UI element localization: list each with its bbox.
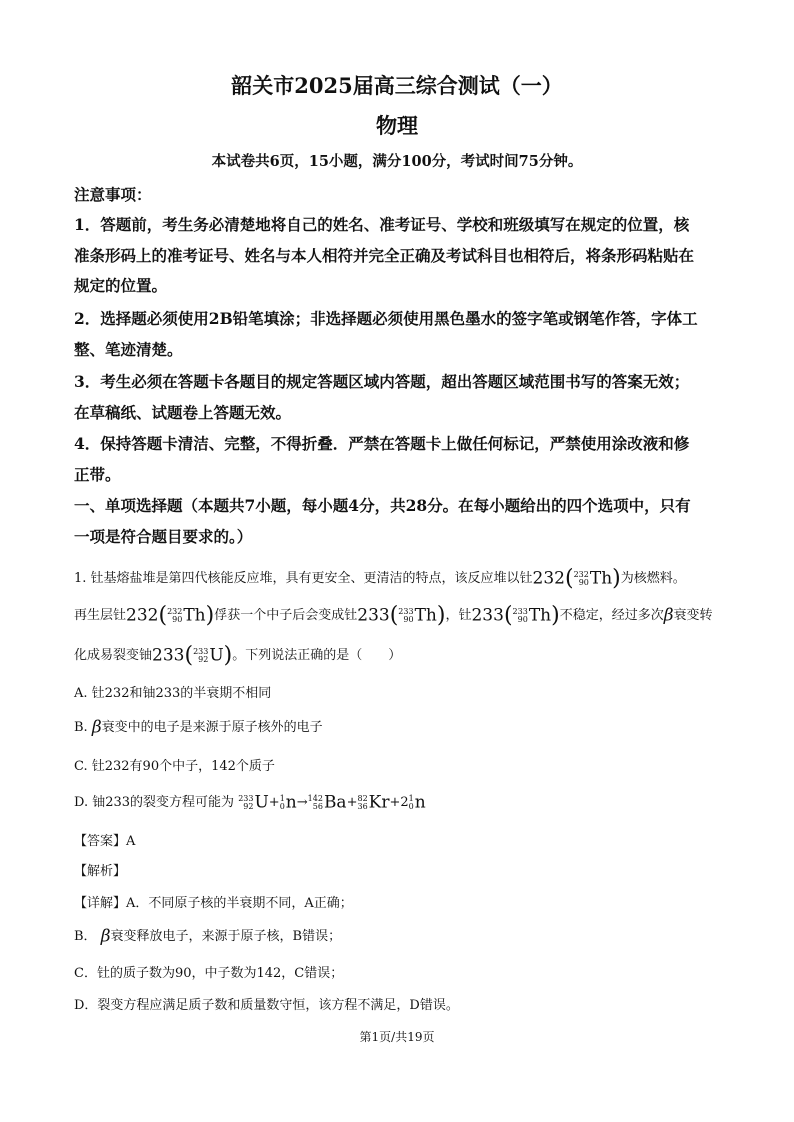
detail-c: C．钍的质子数为90，中子数为142，C错误； [74, 966, 344, 981]
question-text: 化成易裂变铀 [74, 648, 153, 663]
question-text: 衰变转 [673, 608, 713, 623]
question-1-line-3 [74, 643, 734, 668]
nuclide-th233: 233( 233 90 Th) [357, 603, 446, 628]
notice-line: 在草稿纸、试题卷上答题无效。 [74, 403, 292, 422]
option-a: A. 钍232和铀233的半衰期不相同 [74, 686, 272, 701]
notice-line: 准条形码上的准考证号、姓名与本人相符并完全正确及考试科目也相符后，将条形码粘贴在 [74, 246, 695, 265]
notice-line: 4．保持答题卡清洁、完整，不得折叠．严禁在答题卡上做任何标记，严禁使用涂改液和修 [74, 434, 690, 453]
question-text: 不稳定，经过多次 [559, 608, 664, 623]
question-text: 为核燃料。 [620, 571, 686, 586]
notice-line: 规定的位置。 [74, 276, 168, 295]
question-1-line-1 [74, 566, 734, 591]
fission-equation: 233 92 U+ 1 0 n→ 142 56 Ba+ 82 36 Kr+2 1 0 n [238, 792, 426, 813]
exam-meta: 本试卷共6页，15小题，满分100分，考试时间75分钟。 [211, 153, 583, 170]
subject-title: 物理 [376, 113, 418, 138]
beta-symbol: β [100, 926, 111, 947]
nuclide-th232: 232( 232 90 Th) [532, 566, 621, 591]
notice-line: 正带。 [74, 465, 121, 484]
nuclide-u233: 233( 233 92 U) [152, 643, 233, 668]
nuclide-th233: 233( 233 90 Th) [471, 603, 560, 628]
notice-line: 1．答题前，考生务必清楚地将自己的姓名、准考证号、学校和班级填写在规定的位置，核 [74, 215, 690, 234]
notice-line: 3．考生必须在答题卡各题目的规定答题区域内答题，超出答题区域范围书写的答案无效； [74, 372, 690, 391]
notice-line: 2．选择题必须使用2B铅笔填涂；非选择题必须使用黑色墨水的签字笔或钢笔作答，字体工 [74, 309, 698, 328]
exam-title: 韶关市2025届高三综合测试（一） [231, 73, 563, 98]
notice-heading: 注意事项： [74, 185, 152, 204]
detail-b: B． β衰变释放电子，来源于原子核，B错误； [74, 926, 342, 947]
section-heading-cont: 一项是符合题目要求的。） [74, 527, 253, 546]
detail-a: 【详解】A．不同原子核的半衰期不同，A正确； [74, 896, 353, 911]
answer: 【答案】A [74, 834, 136, 849]
question-text: 。下列说法正确的是（ ） [232, 648, 402, 663]
question-text: 再生层钍 [74, 608, 127, 623]
analysis-label: 【解析】 [74, 864, 127, 879]
question-text: 俘获一个中子后会变成钍 [214, 608, 358, 623]
question-text: ，钍 [445, 608, 472, 623]
option-d: D. 铀233的裂变方程可能为 233 92 U+ 1 0 n→ 142 56 Ba+ 82 36 Kr+2 1 0 n [74, 792, 426, 813]
question-text: 1. 钍基熔盐堆是第四代核能反应堆，具有更安全、更清洁的特点，该反应堆以钍 [74, 571, 533, 586]
option-b: B. β衰变中的电子是来源于原子核外的电子 [74, 717, 323, 738]
beta-symbol: β [91, 717, 102, 738]
nuclide-th232: 232( 232 90 Th) [126, 603, 215, 628]
option-c: C. 钍232有90个中子，142个质子 [74, 759, 275, 774]
beta-symbol: β [663, 605, 674, 626]
notice-line: 整、笔迹清楚。 [74, 340, 183, 359]
question-1-line-2 [74, 603, 734, 628]
section-heading: 一、单项选择题（本题共7小题，每小题4分，共28分。在每小题给出的四个选项中，只有 [74, 496, 691, 515]
page-number: 第1页/共19页 [359, 1030, 435, 1044]
detail-d: D．裂变方程应满足质子数和质量数守恒，该方程不满足，D错误。 [74, 998, 459, 1013]
